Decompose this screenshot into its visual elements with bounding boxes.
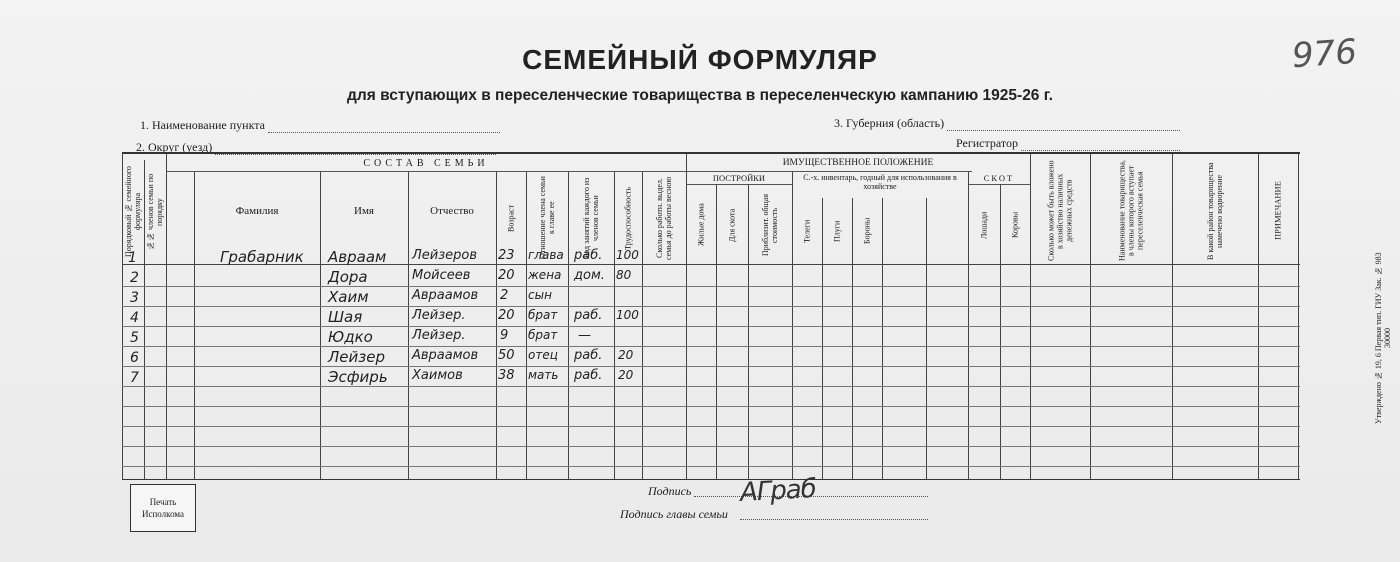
row-line xyxy=(122,446,1300,447)
property-group-line xyxy=(686,171,972,172)
occupation-cell: раб. xyxy=(574,308,603,323)
patronymic-cell: Авраамов xyxy=(412,348,479,363)
ability-cell: 20 xyxy=(618,368,634,382)
relation-cell: мать xyxy=(528,368,559,382)
row-number: 7 xyxy=(130,370,139,386)
age-cell: 23 xyxy=(498,248,515,263)
row-number: 1 xyxy=(128,250,137,266)
head-signature: АГраб xyxy=(739,474,817,508)
col-header-barn: Для скота xyxy=(727,208,737,242)
col-header-carts: Телеги xyxy=(802,219,812,243)
occupation-cell: дом. xyxy=(574,268,605,283)
name-cell: Эсфирь xyxy=(328,368,388,386)
row-line xyxy=(122,306,1300,307)
col-header-relation: Отношение члена семьи к главе ее xyxy=(538,176,556,260)
name-cell: Юдко xyxy=(328,328,373,346)
col-header-surname: Фамилия xyxy=(235,205,279,217)
row-number: 2 xyxy=(130,270,139,286)
field-province-label: 3. Губерния (область) xyxy=(834,116,945,130)
relation-cell: сын xyxy=(528,288,552,302)
patronymic-cell: Авраамов xyxy=(412,288,479,303)
name-cell: Авраам xyxy=(328,248,387,266)
col-header-horses: Лошади xyxy=(979,211,989,239)
family-table xyxy=(122,152,1300,480)
col-header-occupation: Род занятий каждого из членов семьи xyxy=(582,177,600,259)
col-header-buildings-value: Приблизит. общая стоимость xyxy=(761,194,779,256)
age-cell: 38 xyxy=(498,368,515,383)
col-header-notes: ПРИМЕЧАНИЕ xyxy=(1272,181,1283,241)
table-bottom-line xyxy=(122,479,1300,480)
ability-cell: 100 xyxy=(616,248,639,262)
archive-number: 976 xyxy=(1290,31,1359,77)
name-cell: Дора xyxy=(328,268,368,286)
field-registrar-label: Регистратор xyxy=(956,136,1019,150)
relation-cell: брат xyxy=(528,328,558,342)
occupation-cell: раб. xyxy=(574,368,603,383)
field-district-label: 2. Округ (уезд) xyxy=(136,140,213,154)
ability-cell: 100 xyxy=(616,308,639,322)
head-signature-line xyxy=(740,519,928,520)
age-cell: 20 xyxy=(498,308,515,323)
patronymic-cell: Мойсеев xyxy=(412,268,471,283)
col-header-ploughs: Плуги xyxy=(832,220,842,242)
col-header-association: Наименование товарищества, в члены которого вступает переселенческая семья xyxy=(1117,160,1145,262)
col-line xyxy=(1298,154,1299,480)
name-cell: Лейзер xyxy=(328,348,385,366)
row-line xyxy=(122,426,1300,427)
family-group-line xyxy=(166,171,686,172)
col-header-age: Возраст xyxy=(506,204,516,232)
col-header-ability: Трудоспособность xyxy=(623,186,633,250)
ability-cell: 80 xyxy=(616,268,632,282)
print-imprint: Утверждено № 19, 6 Первая тип. ГИУ Зак. № 983 30000 xyxy=(1374,252,1392,424)
occupation-cell: — xyxy=(578,328,591,343)
patronymic-cell: Лейзер. xyxy=(412,308,466,323)
inventory-subheader: С.-х. инвентарь, годный для использования в хозяйстве xyxy=(803,173,957,191)
age-cell: 9 xyxy=(500,328,509,343)
row-line xyxy=(122,466,1300,467)
relation-cell: жена xyxy=(528,268,562,282)
occupation-cell: раб. xyxy=(574,248,603,263)
col-header-familyno: Порядковый № семейного формуляра xyxy=(124,166,142,258)
surname-cell: Грабарник xyxy=(220,248,304,266)
buildings-subheader: ПОСТРОЙКИ xyxy=(712,173,766,183)
col-header-house: Жилые дома xyxy=(696,203,706,247)
name-cell: Шая xyxy=(328,308,363,326)
stamp-box xyxy=(130,484,196,532)
col-line xyxy=(166,154,167,480)
livestock-sub-line xyxy=(968,184,1030,185)
buildings-sub-line xyxy=(686,184,792,185)
col-header-harrows: Бороны xyxy=(862,217,872,245)
col-header-name: Имя xyxy=(354,205,374,217)
row-number: 5 xyxy=(130,330,139,346)
row-line xyxy=(122,346,1300,347)
col-header-cows: Коровы xyxy=(1010,211,1020,239)
col-header-district: В какой район товарищества намечено водворение xyxy=(1206,162,1224,260)
row-line xyxy=(122,326,1300,327)
field-province xyxy=(834,116,1180,131)
ability-cell: 20 xyxy=(618,348,634,362)
age-cell: 2 xyxy=(500,288,509,303)
field-settlement-label: 1. Наименование пункта xyxy=(140,118,265,132)
patronymic-cell: Лейзеров xyxy=(412,248,477,263)
occupation-cell: раб. xyxy=(574,348,603,363)
form-title: СЕМЕЙНЫЙ ФОРМУЛЯР xyxy=(522,44,878,75)
row-number: 4 xyxy=(130,310,139,326)
row-line xyxy=(122,286,1300,287)
row-line xyxy=(122,386,1300,387)
age-cell: 50 xyxy=(498,348,515,363)
row-line xyxy=(122,366,1300,367)
col-line xyxy=(882,198,883,480)
signature-label: Подпись xyxy=(648,484,692,498)
relation-cell: глава xyxy=(528,248,564,262)
row-number: 6 xyxy=(130,350,139,366)
head-signature-label: Подпись главы семьи xyxy=(620,507,728,521)
col-header-workers: Сколько работн. выдел. семья до работы весною xyxy=(655,176,673,260)
age-cell: 20 xyxy=(498,268,515,283)
field-registrar xyxy=(956,136,1180,151)
stamp-label: Печать Исполкома xyxy=(141,497,185,519)
col-header-money: Сколько может быть вложено в хозяйство наличных денежных средств xyxy=(1046,160,1074,262)
family-group-header: СОСТАВ СЕМЬИ xyxy=(363,158,489,169)
col-header-memberno: №№ членов семьи по порядку xyxy=(146,173,164,251)
livestock-subheader: СКОТ xyxy=(983,173,1015,183)
name-cell: Хаим xyxy=(328,288,369,306)
patronymic-cell: Хаимов xyxy=(412,368,463,383)
property-group-header: ИМУЩЕСТВЕННОЕ ПОЛОЖЕНИЕ xyxy=(782,158,934,168)
relation-cell: отец xyxy=(528,348,558,362)
form-subtitle: для вступающих в переселенческие товарищества в переселенческую кампанию 1925-26 г. xyxy=(347,87,1053,104)
field-settlement xyxy=(140,118,500,133)
col-line xyxy=(926,198,927,480)
row-number: 3 xyxy=(130,290,139,306)
col-header-patronymic: Отчество xyxy=(430,205,474,217)
row-line xyxy=(122,406,1300,407)
patronymic-cell: Лейзер. xyxy=(412,328,466,343)
relation-cell: брат xyxy=(528,308,558,322)
